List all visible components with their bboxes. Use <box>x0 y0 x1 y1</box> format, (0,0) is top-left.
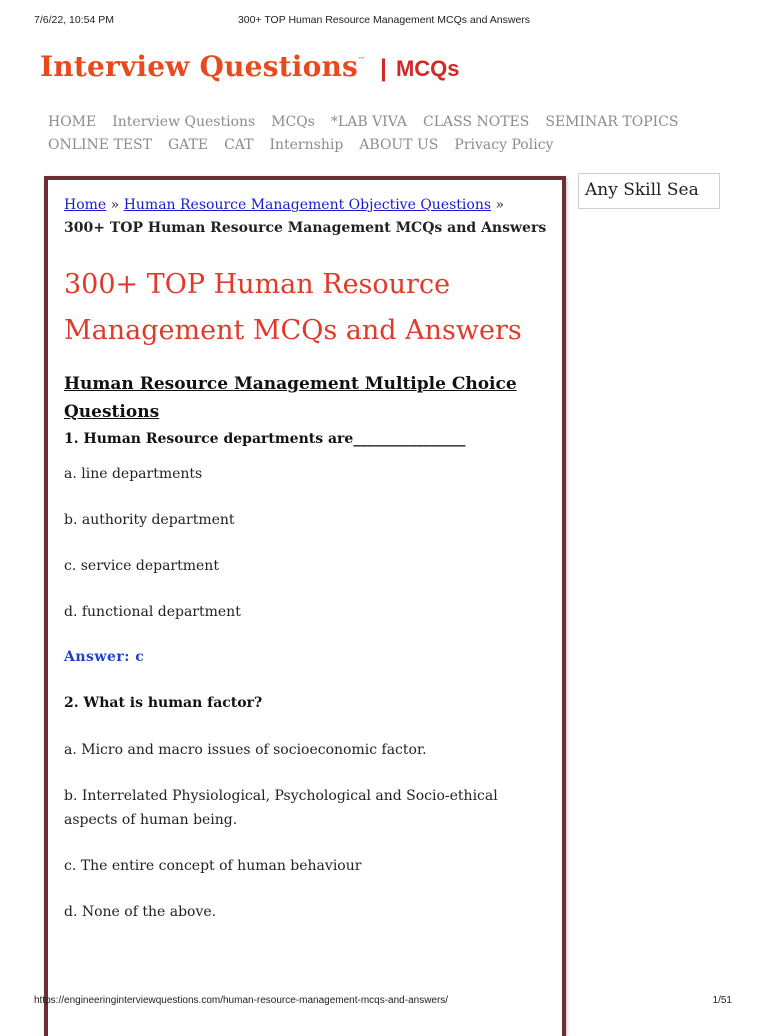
answer-option: b. Interrelated Physiological, Psychological and Socio-ethical aspects of human being. <box>64 788 498 828</box>
nav-lab-viva[interactable]: *LAB VIVA <box>330 114 407 130</box>
nav-class-notes[interactable]: CLASS NOTES <box>422 114 530 130</box>
nav-row-2 <box>48 137 738 160</box>
nav-interview-questions[interactable]: Interview Questions <box>112 114 256 130</box>
answer-option: b. authority department <box>64 512 235 528</box>
answer-option: d. None of the above. <box>64 904 217 920</box>
correct-answer: Answer: c <box>64 649 145 665</box>
question-text: 2. What is human factor? <box>64 695 263 711</box>
trademark-mark: ™ <box>358 56 366 64</box>
nav-about-us[interactable]: ABOUT US <box>359 137 439 153</box>
answer-option: a. Micro and macro issues of socioeconomic factor. <box>64 742 427 758</box>
nav-mcqs[interactable]: MCQs <box>271 114 315 130</box>
section-heading: Human Resource Management Multiple Choice Questions <box>64 374 517 422</box>
nav-row-1 <box>48 114 738 137</box>
print-url: https://engineeringinterviewquestions.com/human-resource-management-mcqs-and-answers/ <box>34 995 449 1006</box>
answer-option: c. service department <box>64 558 219 574</box>
site-brand[interactable] <box>40 50 460 83</box>
print-title: 300+ TOP Human Resource Management MCQs and Answers <box>237 14 531 26</box>
breadcrumb-current: 300+ TOP Human Resource Management MCQs and Answers <box>64 220 547 236</box>
print-header <box>0 14 768 30</box>
site-mcqs-label[interactable]: MCQs <box>395 56 460 81</box>
nav-gate[interactable]: GATE <box>167 137 209 153</box>
nav-seminar-topics[interactable]: SEMINAR TOPICS <box>545 114 679 130</box>
print-date: 7/6/22, 10:54 PM <box>34 14 114 26</box>
answer-option: a. line departments <box>64 466 203 482</box>
answer-option: c. The entire concept of human behaviour <box>64 858 362 874</box>
answer-option: d. functional department <box>64 604 241 620</box>
print-page-number: 1/51 <box>712 995 732 1006</box>
nav-online-test[interactable]: ONLINE TEST <box>48 137 152 153</box>
nav-internship[interactable]: Internship <box>269 137 344 153</box>
main-nav <box>48 114 738 160</box>
article-body <box>64 194 548 924</box>
page-title: 300+ TOP Human Resource Management MCQs and Answers <box>64 269 522 346</box>
breadcrumb-category-link[interactable]: Human Resource Management Objective Questions <box>123 197 492 213</box>
site-logo[interactable]: Interview Questions <box>40 50 359 83</box>
question-text: 1. Human Resource departments are________________ <box>64 431 466 447</box>
article-container <box>44 176 566 1036</box>
breadcrumb <box>64 194 548 240</box>
brand-separator: | <box>380 55 387 82</box>
breadcrumb-separator: » <box>495 197 505 213</box>
search-input[interactable]: Any Skill Sea <box>578 173 720 209</box>
breadcrumb-separator: » <box>110 197 120 213</box>
nav-home[interactable]: HOME <box>48 114 97 130</box>
nav-privacy-policy[interactable]: Privacy Policy <box>454 137 554 153</box>
breadcrumb-home-link[interactable]: Home <box>64 197 107 213</box>
nav-cat[interactable]: CAT <box>224 137 254 153</box>
print-footer <box>0 995 768 1011</box>
